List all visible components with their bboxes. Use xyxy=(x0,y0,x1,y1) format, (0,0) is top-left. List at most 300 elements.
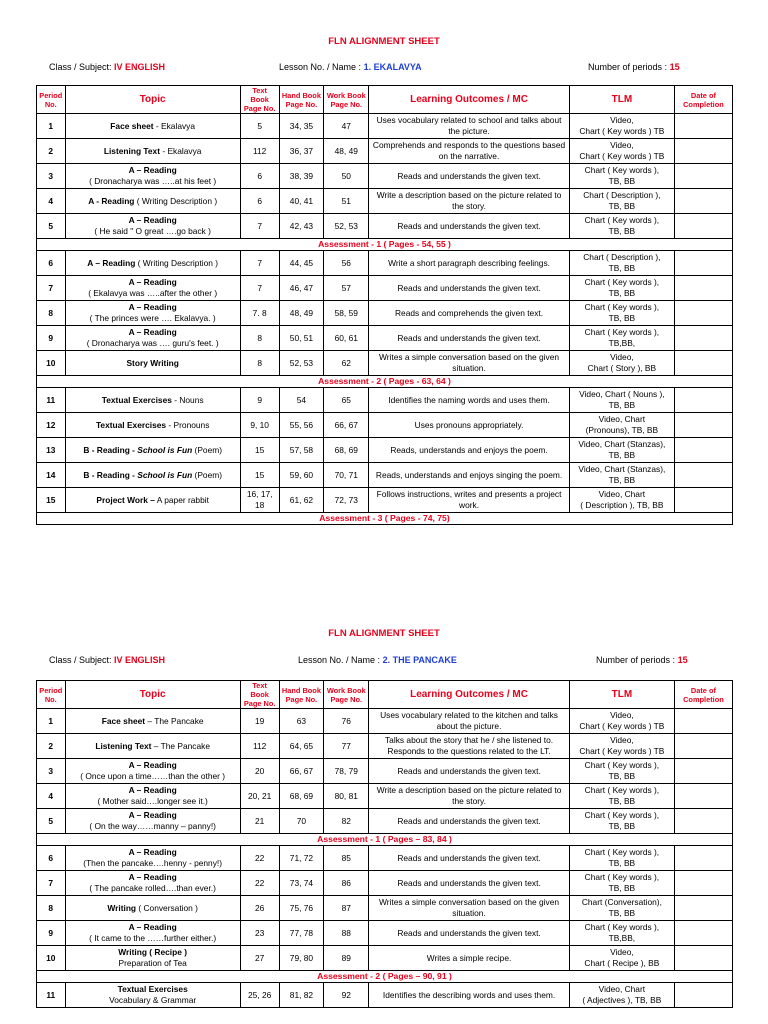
topic-detail: - Ekalavya xyxy=(160,145,202,156)
topic-cell xyxy=(65,784,240,809)
periods xyxy=(588,62,680,72)
tlm-cell xyxy=(569,709,674,734)
tlm-cell xyxy=(569,301,674,326)
sheet-title: FLN ALIGNMENT SHEET xyxy=(328,628,440,639)
hand-book-pages: 38, 39 xyxy=(279,164,324,189)
lesson-label: Lesson No. / Name : xyxy=(279,62,362,72)
completion-date xyxy=(674,413,732,438)
text-book-pages: 6 xyxy=(240,164,279,189)
learning-outcome: Writes a simple recipe. xyxy=(369,946,570,971)
table-row xyxy=(37,463,733,488)
hand-book-pages: 75, 76 xyxy=(279,896,324,921)
class-label: Class / Subject: xyxy=(49,62,112,72)
hand-book-pages: 63 xyxy=(279,709,324,734)
assessment-row xyxy=(37,376,733,388)
work-book-pages: 52, 53 xyxy=(324,214,369,239)
learning-outcome: Identifies the naming words and uses them. xyxy=(369,388,570,413)
text-book-pages: 21 xyxy=(240,809,279,834)
period-number: 7 xyxy=(37,871,66,896)
text-book-pages: 19 xyxy=(240,709,279,734)
table-row xyxy=(37,276,733,301)
topic-main: A – Reading xyxy=(128,785,177,795)
period-number: 8 xyxy=(37,896,66,921)
tlm-line-1: Video, Chart xyxy=(598,489,646,499)
topic-cell xyxy=(65,388,240,413)
tlm-cell xyxy=(569,896,674,921)
topic-main: A – Reading xyxy=(128,165,177,175)
topic-main: Project Work – xyxy=(96,494,155,505)
tlm-cell xyxy=(569,351,674,376)
text-book-pages: 23 xyxy=(240,921,279,946)
text-book-pages: 15 xyxy=(240,438,279,463)
learning-outcome: Reads and understands the given text. xyxy=(369,164,570,189)
table-row xyxy=(37,388,733,413)
topic-cell xyxy=(65,946,240,971)
assessment-text: Assessment - 2 ( Pages – 90, 91 ) xyxy=(37,971,733,983)
hand-book-pages: 34, 35 xyxy=(279,114,324,139)
period-number: 3 xyxy=(37,164,66,189)
tlm-line-1: Chart ( Key words ), xyxy=(584,847,660,857)
header-topic: Topic xyxy=(65,681,240,709)
tlm-line-1: Video, Chart (Stanzas), xyxy=(578,464,666,474)
topic-main: Textual Exercises xyxy=(117,984,188,994)
work-book-pages: 72, 73 xyxy=(324,488,369,513)
tlm-cell xyxy=(569,809,674,834)
completion-date xyxy=(674,488,732,513)
tlm-cell xyxy=(569,488,674,513)
periods-value: 15 xyxy=(677,655,688,665)
topic-main: Listening Text xyxy=(103,145,161,156)
completion-date xyxy=(674,139,732,164)
hand-book-pages: 46, 47 xyxy=(279,276,324,301)
topic-main: Face sheet xyxy=(101,715,146,726)
assessment-row xyxy=(37,239,733,251)
topic-poem-title: School is Fun xyxy=(137,469,193,480)
period-number: 7 xyxy=(37,276,66,301)
learning-outcome: Writes a simple conversation based on the given situation. xyxy=(369,896,570,921)
completion-date xyxy=(674,276,732,301)
learning-outcome: Reads and understands the given text. xyxy=(369,871,570,896)
tlm-line-2: TB, BB xyxy=(608,771,636,781)
tlm-cell xyxy=(569,388,674,413)
tlm-line-2: TB, BB xyxy=(608,313,636,323)
period-number: 5 xyxy=(37,214,66,239)
alignment-table xyxy=(36,680,733,1008)
period-number: 12 xyxy=(37,413,66,438)
table-row xyxy=(37,846,733,871)
text-book-pages: 5 xyxy=(240,114,279,139)
assessment-row xyxy=(37,834,733,846)
tlm-line-2: ( Description ), TB, BB xyxy=(580,500,664,510)
topic-cell xyxy=(65,251,240,276)
completion-date xyxy=(674,301,732,326)
work-book-pages: 88 xyxy=(324,921,369,946)
tlm-cell xyxy=(569,871,674,896)
topic-detail: – The Pancake xyxy=(145,715,204,726)
text-book-pages: 27 xyxy=(240,946,279,971)
table-row xyxy=(37,164,733,189)
periods-value: 15 xyxy=(669,62,680,72)
table-row xyxy=(37,251,733,276)
hand-book-pages: 57, 58 xyxy=(279,438,324,463)
hand-book-pages: 42, 43 xyxy=(279,214,324,239)
period-number: 1 xyxy=(37,709,66,734)
tlm-line-2: TB, BB xyxy=(608,475,636,485)
tlm-line-2: Chart ( Key words ) TB xyxy=(579,721,665,731)
topic-detail: ( Conversation ) xyxy=(136,902,198,913)
topic-detail: ( Once upon a time……than the other ) xyxy=(80,771,226,781)
tlm-line-1: Chart ( Key words ), xyxy=(584,810,660,820)
period-number: 11 xyxy=(37,983,66,1008)
tlm-line-2: TB, BB xyxy=(608,400,636,410)
header-work-book: Work Book Page No. xyxy=(324,86,369,114)
work-book-pages: 48, 49 xyxy=(324,139,369,164)
table-row xyxy=(37,214,733,239)
topic-detail: ( Ekalavya was …..after the other ) xyxy=(88,288,218,298)
completion-date xyxy=(674,846,732,871)
table-row xyxy=(37,351,733,376)
period-number: 10 xyxy=(37,946,66,971)
table-row xyxy=(37,438,733,463)
work-book-pages: 50 xyxy=(324,164,369,189)
topic-detail: Vocabulary & Grammar xyxy=(109,995,197,1005)
hand-book-pages: 54 xyxy=(279,388,324,413)
completion-date xyxy=(674,438,732,463)
tlm-line-2: TB, BB xyxy=(608,176,636,186)
table-body xyxy=(37,709,733,1008)
header-text-book: Text Book Page No. xyxy=(240,681,279,709)
hand-book-pages: 73, 74 xyxy=(279,871,324,896)
period-number: 5 xyxy=(37,809,66,834)
text-book-pages: 7 xyxy=(240,214,279,239)
text-book-pages: 7. 8 xyxy=(240,301,279,326)
learning-outcome: Reads, understands and enjoys the poem. xyxy=(369,438,570,463)
text-book-pages: 22 xyxy=(240,871,279,896)
period-number: 8 xyxy=(37,301,66,326)
period-number: 14 xyxy=(37,463,66,488)
assessment-row xyxy=(37,971,733,983)
tlm-line-1: Video, xyxy=(610,947,634,957)
tlm-line-1: Video, xyxy=(610,115,634,125)
tlm-cell xyxy=(569,759,674,784)
topic-main: Story Writing xyxy=(126,357,179,368)
tlm-line-2: Chart ( Key words ) TB xyxy=(579,746,665,756)
period-number: 3 xyxy=(37,759,66,784)
period-number: 4 xyxy=(37,784,66,809)
class-subject xyxy=(49,655,165,665)
tlm-line-1: Video, Chart xyxy=(598,414,646,424)
topic-main: A – Reading xyxy=(128,847,177,857)
topic-cell xyxy=(65,114,240,139)
period-number: 10 xyxy=(37,351,66,376)
work-book-pages: 80, 81 xyxy=(324,784,369,809)
tlm-line-1: Chart ( Description ), xyxy=(583,190,661,200)
text-book-pages: 7 xyxy=(240,251,279,276)
hand-book-pages: 68, 69 xyxy=(279,784,324,809)
lesson-label: Lesson No. / Name : xyxy=(298,655,381,665)
topic-cell xyxy=(65,709,240,734)
tlm-cell xyxy=(569,114,674,139)
completion-date xyxy=(674,189,732,214)
header-hand-book: Hand Book Page No. xyxy=(279,86,324,114)
table-row xyxy=(37,896,733,921)
topic-cell xyxy=(65,413,240,438)
learning-outcome: Follows instructions, writes and presents a project work. xyxy=(369,488,570,513)
completion-date xyxy=(674,759,732,784)
table-body xyxy=(37,114,733,525)
learning-outcome: Uses pronouns appropriately. xyxy=(369,413,570,438)
tlm-line-2: TB, BB xyxy=(608,883,636,893)
header-tlm: TLM xyxy=(569,681,674,709)
work-book-pages: 70, 71 xyxy=(324,463,369,488)
tlm-cell xyxy=(569,276,674,301)
completion-date xyxy=(674,809,732,834)
text-book-pages: 9 xyxy=(240,388,279,413)
topic-detail: ( The princes were …. Ekalavya. ) xyxy=(89,313,216,323)
learning-outcome: Reads and understands the given text. xyxy=(369,214,570,239)
topic-cell xyxy=(65,846,240,871)
topic-detail: Preparation of Tea xyxy=(118,958,187,968)
tlm-line-1: Video, Chart (Stanzas), xyxy=(578,439,666,449)
tlm-line-1: Chart ( Key words ), xyxy=(584,165,660,175)
tlm-line-1: Chart ( Key words ), xyxy=(584,760,660,770)
completion-date xyxy=(674,921,732,946)
tlm-line-2: ( Adjectives ), TB, BB xyxy=(582,995,662,1005)
text-book-pages: 20 xyxy=(240,759,279,784)
tlm-line-2: TB, BB xyxy=(608,858,636,868)
assessment-row xyxy=(37,513,733,525)
tlm-line-2: TB, BB xyxy=(608,796,636,806)
header-work-book: Work Book Page No. xyxy=(324,681,369,709)
work-book-pages: 82 xyxy=(324,809,369,834)
table-row xyxy=(37,983,733,1008)
alignment-table xyxy=(36,85,733,525)
work-book-pages: 89 xyxy=(324,946,369,971)
work-book-pages: 56 xyxy=(324,251,369,276)
completion-date xyxy=(674,709,732,734)
work-book-pages: 78, 79 xyxy=(324,759,369,784)
tlm-line-1: Video, Chart ( Nouns ), xyxy=(579,389,665,399)
text-book-pages: 26 xyxy=(240,896,279,921)
work-book-pages: 51 xyxy=(324,189,369,214)
header-topic: Topic xyxy=(65,86,240,114)
table-row xyxy=(37,946,733,971)
lesson-value: 2. THE PANCAKE xyxy=(382,655,457,665)
topic-cell xyxy=(65,759,240,784)
learning-outcome: Uses vocabulary related to the kitchen and talks about the picture. xyxy=(369,709,570,734)
learning-outcome: Write a short paragraph describing feelings. xyxy=(369,251,570,276)
work-book-pages: 77 xyxy=(324,734,369,759)
topic-cell xyxy=(65,463,240,488)
completion-date xyxy=(674,214,732,239)
work-book-pages: 60, 61 xyxy=(324,326,369,351)
table-row xyxy=(37,139,733,164)
topic-detail: (Poem) xyxy=(192,444,222,455)
class-label: Class / Subject: xyxy=(49,655,112,665)
tlm-line-2: Chart ( Recipe ), BB xyxy=(584,958,660,968)
text-book-pages: 112 xyxy=(240,139,279,164)
class-value: IV ENGLISH xyxy=(114,62,166,72)
table-row xyxy=(37,301,733,326)
tlm-cell xyxy=(569,251,674,276)
work-book-pages: 66, 67 xyxy=(324,413,369,438)
text-book-pages: 112 xyxy=(240,734,279,759)
topic-cell xyxy=(65,164,240,189)
table-row xyxy=(37,326,733,351)
completion-date xyxy=(674,164,732,189)
tlm-cell xyxy=(569,326,674,351)
tlm-line-2: TB, BB xyxy=(608,226,636,236)
header-hand-book: Hand Book Page No. xyxy=(279,681,324,709)
completion-date xyxy=(674,351,732,376)
header-period: Period No. xyxy=(37,86,66,114)
text-book-pages: 9, 10 xyxy=(240,413,279,438)
period-number: 6 xyxy=(37,251,66,276)
topic-detail: ( It came to the ……further either.) xyxy=(89,933,217,943)
header-text-book: Text Book Page No. xyxy=(240,86,279,114)
learning-outcome: Reads and understands the given text. xyxy=(369,759,570,784)
table-header xyxy=(37,86,733,114)
learning-outcome: Writes a simple conversation based on the given situation. xyxy=(369,351,570,376)
work-book-pages: 92 xyxy=(324,983,369,1008)
topic-cell xyxy=(65,809,240,834)
learning-outcome: Uses vocabulary related to school and talks about the picture. xyxy=(369,114,570,139)
topic-main: A – Reading xyxy=(128,277,177,287)
table-row xyxy=(37,488,733,513)
learning-outcome: Reads and understands the given text. xyxy=(369,921,570,946)
period-number: 4 xyxy=(37,189,66,214)
tlm-line-1: Chart ( Key words ), xyxy=(584,277,660,287)
tlm-line-1: Chart ( Description ), xyxy=(583,252,661,262)
text-book-pages: 8 xyxy=(240,351,279,376)
tlm-line-1: Video, xyxy=(610,710,634,720)
lesson-value: 1. EKALAVYA xyxy=(363,62,422,72)
tlm-cell xyxy=(569,164,674,189)
header-row xyxy=(37,681,733,709)
tlm-line-1: Chart ( Key words ), xyxy=(584,327,660,337)
text-book-pages: 25, 26 xyxy=(240,983,279,1008)
hand-book-pages: 81, 82 xyxy=(279,983,324,1008)
hand-book-pages: 70 xyxy=(279,809,324,834)
tlm-cell xyxy=(569,921,674,946)
tlm-line-2: Chart ( Story ), BB xyxy=(587,363,657,373)
table-row xyxy=(37,734,733,759)
topic-main: Face sheet xyxy=(110,120,154,131)
text-book-pages: 7 xyxy=(240,276,279,301)
topic-detail: (Poem) xyxy=(192,469,222,480)
topic-main: A – Reading xyxy=(128,922,177,932)
periods xyxy=(596,655,688,665)
header-completion: Date of Completion xyxy=(674,86,732,114)
learning-outcome: Reads and understands the given text. xyxy=(369,276,570,301)
lesson xyxy=(298,655,457,665)
tlm-line-1: Chart ( Key words ), xyxy=(584,785,660,795)
completion-date xyxy=(674,946,732,971)
topic-cell xyxy=(65,139,240,164)
period-number: 9 xyxy=(37,326,66,351)
class-subject xyxy=(49,62,165,72)
work-book-pages: 85 xyxy=(324,846,369,871)
work-book-pages: 62 xyxy=(324,351,369,376)
period-number: 1 xyxy=(37,114,66,139)
topic-detail: ( Writing Description ) xyxy=(135,257,219,268)
learning-outcome: Identifies the describing words and uses them. xyxy=(369,983,570,1008)
topic-main: Writing xyxy=(107,902,137,913)
tlm-line-2: TB, BB xyxy=(608,263,636,273)
period-number: 2 xyxy=(37,734,66,759)
tlm-cell xyxy=(569,139,674,164)
learning-outcome: Reads and understands the given text. xyxy=(369,846,570,871)
topic-main: A – Reading xyxy=(128,760,177,770)
table-row xyxy=(37,114,733,139)
topic-detail: - Pronouns xyxy=(166,419,210,430)
topic-cell xyxy=(65,326,240,351)
tlm-cell xyxy=(569,214,674,239)
completion-date xyxy=(674,326,732,351)
tlm-cell xyxy=(569,413,674,438)
topic-main: A - Reading xyxy=(88,195,135,206)
tlm-cell xyxy=(569,734,674,759)
tlm-line-2: TB, BB xyxy=(608,908,636,918)
work-book-pages: 68, 69 xyxy=(324,438,369,463)
header-completion: Date of Completion xyxy=(674,681,732,709)
periods-label: Number of periods : xyxy=(588,62,668,72)
tlm-cell xyxy=(569,189,674,214)
learning-outcome: Reads, understands and enjoys singing the poem. xyxy=(369,463,570,488)
tlm-line-1: Chart ( Key words ), xyxy=(584,215,660,225)
tlm-cell xyxy=(569,846,674,871)
work-book-pages: 65 xyxy=(324,388,369,413)
sheet-title: FLN ALIGNMENT SHEET xyxy=(328,36,440,47)
topic-cell xyxy=(65,921,240,946)
hand-book-pages: 64, 65 xyxy=(279,734,324,759)
tlm-line-2: TB, BB xyxy=(608,450,636,460)
topic-detail: ( Mother said….longer see it.) xyxy=(97,796,208,806)
text-book-pages: 8 xyxy=(240,326,279,351)
tlm-line-1: Video, xyxy=(610,352,634,362)
topic-main: Textual Exercises xyxy=(101,394,172,405)
tlm-cell xyxy=(569,983,674,1008)
work-book-pages: 57 xyxy=(324,276,369,301)
text-book-pages: 20, 21 xyxy=(240,784,279,809)
text-book-pages: 15 xyxy=(240,463,279,488)
period-number: 9 xyxy=(37,921,66,946)
topic-main: A – Reading xyxy=(128,302,177,312)
tlm-line-1: Chart ( Key words ), xyxy=(584,302,660,312)
topic-detail: ( The pancake rolled….than ever.) xyxy=(89,883,216,893)
completion-date xyxy=(674,784,732,809)
table-row xyxy=(37,709,733,734)
period-number: 6 xyxy=(37,846,66,871)
learning-outcome: Reads and comprehends the given text. xyxy=(369,301,570,326)
tlm-line-2: (Pronouns), TB, BB xyxy=(585,425,659,435)
topic-cell xyxy=(65,438,240,463)
tlm-cell xyxy=(569,463,674,488)
completion-date xyxy=(674,251,732,276)
topic-main: Writing ( Recipe ) xyxy=(118,947,188,957)
assessment-text: Assessment - 2 ( Pages - 63, 64 ) xyxy=(37,376,733,388)
topic-detail: - Nouns xyxy=(171,394,204,405)
hand-book-pages: 40, 41 xyxy=(279,189,324,214)
topic-cell xyxy=(65,351,240,376)
topic-detail: ( Dronacharya was …. guru's feet. ) xyxy=(86,338,219,348)
topic-detail: ( Dronacharya was …..at his feet ) xyxy=(89,176,217,186)
tlm-line-1: Chart (Conversation), xyxy=(581,897,662,907)
assessment-text: Assessment - 1 ( Pages – 83, 84 ) xyxy=(37,834,733,846)
completion-date xyxy=(674,871,732,896)
hand-book-pages: 59, 60 xyxy=(279,463,324,488)
learning-outcome: Write a description based on the picture related to the story. xyxy=(369,189,570,214)
